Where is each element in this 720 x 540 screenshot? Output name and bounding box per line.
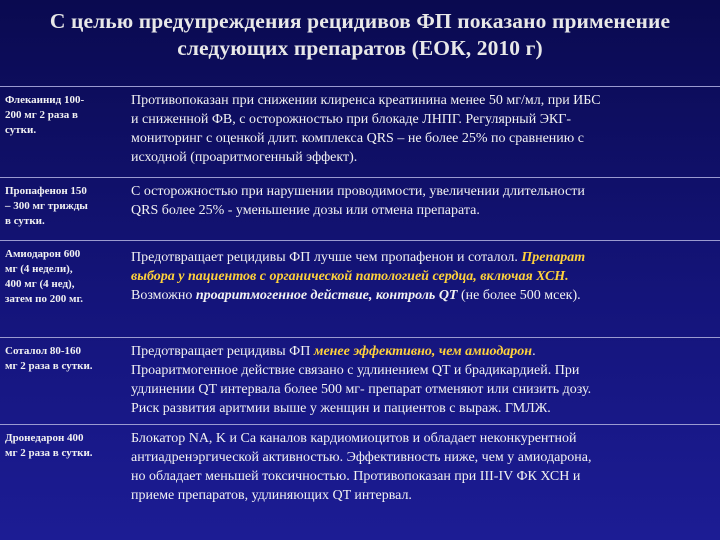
desc-text: (не более 500 мсек). <box>457 288 581 303</box>
drug-line: 400 мг (4 нед), <box>5 278 75 290</box>
drug-line: Соталол 80-160 <box>5 345 82 357</box>
desc-line: С осторожностью при нарушении проводимости, увеличении длительности <box>131 184 585 199</box>
desc-line: антиадренэргической активностью. Эффективность ниже, чем у амиодарона, <box>131 450 592 465</box>
drug-name-amiodarone <box>5 247 123 307</box>
drug-line: Пропафенон 150 <box>5 185 87 197</box>
desc-line <box>131 342 717 361</box>
table-row-dronedarone <box>0 424 720 540</box>
table-row-propafenone <box>0 177 720 240</box>
drug-line: Флекаинид 100- <box>5 94 85 106</box>
desc-line: Проаритмогенное действие связано с удлинением QT и брадикардией. При <box>131 363 580 378</box>
slide-title <box>0 8 720 62</box>
drug-line: – 300 мг трижды <box>5 200 88 212</box>
drug-table <box>0 86 720 540</box>
highlight-text: Препарат <box>521 250 586 265</box>
drug-line: мг (4 недели), <box>5 263 73 275</box>
drug-line: 200 мг 2 раза в <box>5 109 78 121</box>
highlight-text: выбора у пациентов с органической патологией сердца, включая ХСН. <box>131 269 569 284</box>
drug-description-flecainide <box>131 91 717 167</box>
table-row-amiodarone <box>0 240 720 337</box>
desc-line: QRS более 25% - уменьшение дозы или отмена препарата. <box>131 203 480 218</box>
drug-description-dronedarone <box>131 429 717 505</box>
drug-name-propafenone <box>5 184 123 229</box>
drug-name-dronedarone <box>5 431 123 461</box>
drug-line: мг 2 раза в сутки. <box>5 447 93 459</box>
desc-line: исходной (проаритмогенный эффект). <box>131 150 358 165</box>
drug-line: сутки. <box>5 124 37 136</box>
desc-line: Блокатор NA, K и Ca каналов кардиомиоцитов и обладает неконкурентной <box>131 431 577 446</box>
title-line-2: следующих препаратов (ЕОК, 2010 г) <box>177 36 543 60</box>
drug-description-amiodarone <box>131 248 717 305</box>
table-row-sotalol <box>0 337 720 424</box>
desc-line: Противопоказан при снижении клиренса креатинина менее 50 мг/мл, при ИБС <box>131 93 601 108</box>
drug-line: Дронедарон 400 <box>5 432 84 444</box>
desc-line: и сниженной ФВ, с осторожностью при блокаде ЛНПГ. Регулярный ЭКГ- <box>131 112 572 127</box>
drug-name-flecainide <box>5 93 123 138</box>
drug-description-propafenone <box>131 182 717 220</box>
desc-text: Возможно <box>131 288 196 303</box>
drug-description-sotalol <box>131 342 717 418</box>
highlight-text: менее эффективно, чем амиодарон <box>313 344 533 359</box>
drug-line: в сутки. <box>5 215 45 227</box>
desc-text: Предотвращает рецидивы ФП лучше чем пропафенон и соталол. <box>131 250 522 265</box>
drug-line: затем по 200 мг. <box>5 293 83 305</box>
desc-line: мониторинг с оценкой длит. комплекса QRS – не более 25% по сравнению с <box>131 131 584 146</box>
desc-line: приеме препаратов, удлиняющих QT интервал. <box>131 488 412 503</box>
desc-line: удлинении QT интервала более 500 мг- препарат отменяют или снизить дозу. <box>131 382 592 397</box>
desc-line <box>131 286 717 305</box>
desc-line <box>131 248 717 267</box>
drug-line: мг 2 раза в сутки. <box>5 360 93 372</box>
desc-text: Предотвращает рецидивы ФП <box>131 344 314 359</box>
table-row-flecainide <box>0 86 720 177</box>
desc-line: Риск развития аритмии выше у женщин и пациентов с выраж. ГМЛЖ. <box>131 401 551 416</box>
desc-text: . <box>532 344 536 359</box>
drug-line: Амиодарон 600 <box>5 248 81 260</box>
emphasis-text: проаритмогенное действие, контроль QT <box>195 288 458 303</box>
drug-name-sotalol <box>5 344 123 374</box>
desc-line: но обладает меньшей токсичностью. Противопоказан при III-IV ФК ХСН и <box>131 469 581 484</box>
title-line-1: С целью предупреждения рецидивов ФП показано применение <box>49 9 671 33</box>
